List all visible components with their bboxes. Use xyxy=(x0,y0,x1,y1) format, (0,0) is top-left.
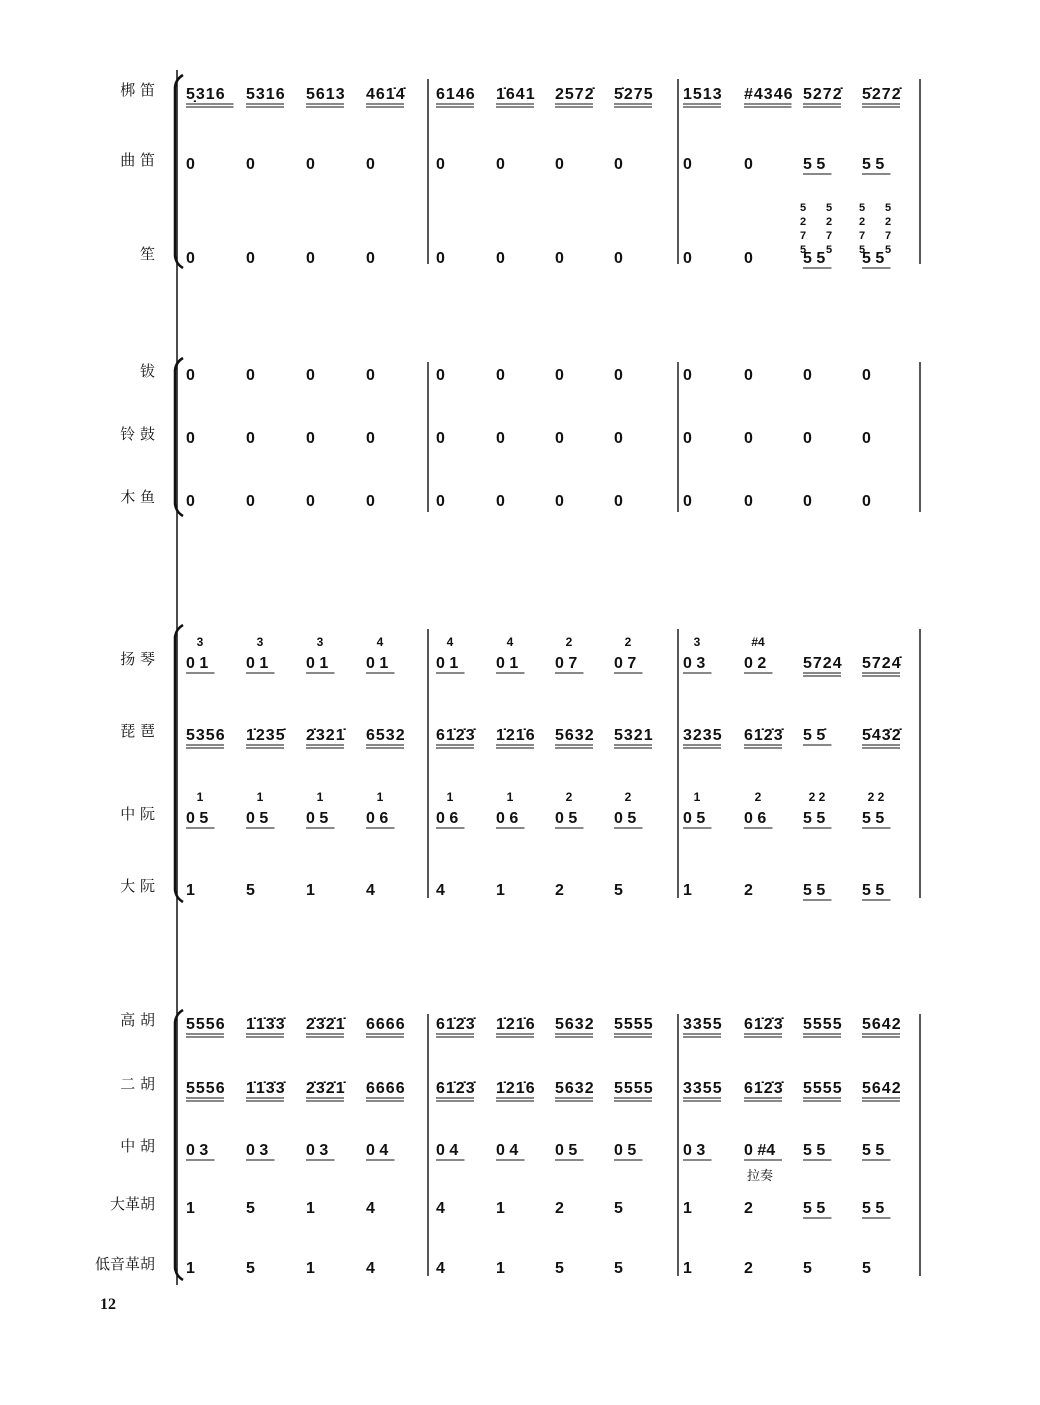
note-zhonghu: 0 4 xyxy=(436,1142,459,1159)
instrument-label-bo: 钹 xyxy=(139,362,155,380)
note-linggu: 0 xyxy=(306,430,315,447)
note-yangqin: 0 1 xyxy=(306,655,329,672)
chord-note-sheng: 5 xyxy=(858,202,866,214)
note-diyingehu: 4 xyxy=(366,1260,375,1277)
chord-note-sheng: 7 xyxy=(858,230,866,242)
chord-note-sheng: 2 xyxy=(799,216,807,228)
instrument-label-sheng: 笙 xyxy=(139,245,155,263)
note-gaohu: 61̇2̇3̇ xyxy=(744,1016,784,1033)
note-yangqin: 0 1 xyxy=(246,655,269,672)
note-muyu: 0 xyxy=(306,493,315,510)
note-dagehu: 4 xyxy=(436,1200,445,1217)
note-sheng: 0 xyxy=(744,250,753,267)
note-daruan: 5 5 xyxy=(862,882,885,899)
note-diyingehu: 5 xyxy=(555,1260,564,1277)
note-sheng: 5 5 xyxy=(803,250,826,267)
note-qudi: 0 xyxy=(186,156,195,173)
note-dagehu: 5 5 xyxy=(803,1200,826,1217)
note-linggu: 0 xyxy=(496,430,505,447)
page-number: 12 xyxy=(100,1296,116,1313)
note-zhonghu: 0 5 xyxy=(614,1142,637,1159)
group-bracket xyxy=(175,1010,183,1280)
note-qudi: 0 xyxy=(555,156,564,173)
upper-note-yangqin: 2 xyxy=(565,635,573,649)
note-pipa: 61̇2̇3̇ xyxy=(744,727,784,744)
note-daruan: 1 xyxy=(683,882,692,899)
note-daruan: 5 xyxy=(246,882,255,899)
note-zhongruan: 0 5 xyxy=(614,810,637,827)
note-linggu: 0 xyxy=(436,430,445,447)
instrument-label-pipa: 琵 琶 xyxy=(120,722,155,740)
upper-note-zhongruan: 1 xyxy=(316,790,324,804)
note-qudi: 5 5 xyxy=(803,156,826,173)
instrument-label-bangdi: 梆 笛 xyxy=(120,81,155,99)
note-yangqin: 5724 xyxy=(803,655,843,672)
upper-note-zhongruan: 1 xyxy=(693,790,701,804)
note-zhongruan: 0 6 xyxy=(436,810,459,827)
chord-note-sheng: 5 xyxy=(858,244,866,256)
note-daruan: 2 xyxy=(555,882,564,899)
note-daruan: 1 xyxy=(306,882,315,899)
note-pipa: 6532 xyxy=(366,727,406,744)
note-linggu: 0 xyxy=(614,430,623,447)
note-yangqin: 5724̇ xyxy=(862,655,902,672)
note-zhonghu: 0 4 xyxy=(496,1142,519,1159)
note-sheng: 0 xyxy=(614,250,623,267)
note-pipa: 5356 xyxy=(186,727,226,744)
note-zhonghu: 0 5 xyxy=(555,1142,578,1159)
upper-note-yangqin: 3 xyxy=(196,635,204,649)
note-zhongruan: 5 5 xyxy=(862,810,885,827)
note-erhu: 2̇3̇2̇1̇ xyxy=(306,1080,346,1097)
upper-note-zhongruan: 1 xyxy=(446,790,454,804)
note-diyingehu: 1 xyxy=(306,1260,315,1277)
note-sheng: 0 xyxy=(436,250,445,267)
note-pipa: 5632 xyxy=(555,727,595,744)
note-erhu: 5555 xyxy=(803,1080,843,1097)
note-muyu: 0 xyxy=(744,493,753,510)
upper-note-yangqin: 3 xyxy=(316,635,324,649)
note-dagehu: 1 xyxy=(186,1200,195,1217)
note-bo: 0 xyxy=(186,367,195,384)
note-daruan: 5 5 xyxy=(803,882,826,899)
note-dagehu: 1 xyxy=(306,1200,315,1217)
note-bo: 0 xyxy=(683,367,692,384)
chord-note-sheng: 5 xyxy=(825,202,833,214)
chord-note-sheng: 5 xyxy=(884,202,892,214)
note-linggu: 0 xyxy=(803,430,812,447)
upper-note-yangqin: 4 xyxy=(446,635,454,649)
note-diyingehu: 5 xyxy=(803,1260,812,1277)
upper-note-zhongruan: 2 xyxy=(624,790,632,804)
note-erhu: 61̇2̇3̇ xyxy=(744,1080,784,1097)
note-erhu: 1̇1̇3̇3̇ xyxy=(246,1080,286,1097)
group-bracket xyxy=(175,625,183,902)
note-yangqin: 0 2 xyxy=(744,655,767,672)
note-pipa: 5 5̇ xyxy=(803,727,826,744)
note-muyu: 0 xyxy=(862,493,871,510)
note-gaohu: 5556 xyxy=(186,1016,226,1033)
note-zhonghu: 0 4 xyxy=(366,1142,389,1159)
upper-note-zhongruan: 1 xyxy=(506,790,514,804)
note-erhu: 5642 xyxy=(862,1080,902,1097)
instrument-label-dagehu: 大革胡 xyxy=(109,1195,155,1213)
note-gaohu: 1̇1̇3̇3̇ xyxy=(246,1016,286,1033)
note-zhonghu: 0 3 xyxy=(683,1142,706,1159)
note-linggu: 0 xyxy=(744,430,753,447)
note-gaohu: 61̇2̇3̇ xyxy=(436,1016,476,1033)
note-bo: 0 xyxy=(246,367,255,384)
note-daruan: 2 xyxy=(744,882,753,899)
note-muyu: 0 xyxy=(246,493,255,510)
instrument-label-linggu: 铃 鼓 xyxy=(120,425,155,443)
note-diyingehu: 1 xyxy=(683,1260,692,1277)
note-zhongruan: 5 5 xyxy=(803,810,826,827)
note-sheng: 0 xyxy=(555,250,564,267)
chord-note-sheng: 2 xyxy=(825,216,833,228)
note-zhonghu: 0 3 xyxy=(306,1142,329,1159)
chord-note-sheng: 7 xyxy=(884,230,892,242)
note-muyu: 0 xyxy=(683,493,692,510)
note-sheng: 0 xyxy=(683,250,692,267)
note-yangqin: 0 1 xyxy=(436,655,459,672)
note-dagehu: 5 5 xyxy=(862,1200,885,1217)
note-muyu: 0 xyxy=(614,493,623,510)
note-linggu: 0 xyxy=(862,430,871,447)
note-bangdi: 5272̇ xyxy=(803,86,843,103)
note-qudi: 0 xyxy=(496,156,505,173)
note-zhongruan: 0 6 xyxy=(744,810,767,827)
note-daruan: 1 xyxy=(496,882,505,899)
note-bo: 0 xyxy=(496,367,505,384)
note-erhu: 5555 xyxy=(614,1080,654,1097)
instrument-label-daruan: 大 阮 xyxy=(120,877,155,895)
note-erhu: 1̇21̇6 xyxy=(496,1080,536,1097)
note-sheng: 0 xyxy=(186,250,195,267)
note-bo: 0 xyxy=(436,367,445,384)
note-qudi: 5 5 xyxy=(862,156,885,173)
note-bangdi: 5613 xyxy=(306,86,346,103)
note-zhonghu: 0 3 xyxy=(246,1142,269,1159)
note-sheng: 0 xyxy=(306,250,315,267)
chord-note-sheng: 5 xyxy=(825,244,833,256)
note-muyu: 0 xyxy=(555,493,564,510)
note-gaohu: 5555 xyxy=(614,1016,654,1033)
note-bangdi: 2572̇ xyxy=(555,86,595,103)
note-bangdi: 1513 xyxy=(683,86,723,103)
note-pipa: 61̇2̇3̇ xyxy=(436,727,476,744)
instrument-label-zhongruan: 中 阮 xyxy=(120,805,155,823)
note-pipa: 2̇321̇ xyxy=(306,727,346,744)
note-pipa: 3235 xyxy=(683,727,723,744)
note-gaohu: 2̇3̇2̇1̇ xyxy=(306,1016,346,1033)
note-yangqin: 0 1 xyxy=(496,655,519,672)
upper-note-yangqin: 2 xyxy=(624,635,632,649)
note-zhonghu: 0 3 xyxy=(186,1142,209,1159)
note-muyu: 0 xyxy=(186,493,195,510)
note-gaohu: 5642 xyxy=(862,1016,902,1033)
note-dagehu: 5 xyxy=(614,1200,623,1217)
note-diyingehu: 5 xyxy=(246,1260,255,1277)
chord-note-sheng: 2 xyxy=(884,216,892,228)
note-zhongruan: 0 5 xyxy=(683,810,706,827)
note-yangqin: 0 7 xyxy=(555,655,578,672)
note-muyu: 0 xyxy=(366,493,375,510)
note-erhu: 61̇2̇3̇ xyxy=(436,1080,476,1097)
note-erhu: 6666 xyxy=(366,1080,406,1097)
note-bangdi: 5̇275 xyxy=(614,86,654,103)
note-zhongruan: 0 5 xyxy=(186,810,209,827)
note-diyingehu: 1 xyxy=(496,1260,505,1277)
note-zhongruan: 0 5 xyxy=(555,810,578,827)
note-diyingehu: 4 xyxy=(436,1260,445,1277)
note-bo: 0 xyxy=(803,367,812,384)
note-pipa: 1̇235̇ xyxy=(246,727,286,744)
instrument-label-yangqin: 扬 琴 xyxy=(120,650,155,668)
note-qudi: 0 xyxy=(436,156,445,173)
instrument-label-gaohu: 高 胡 xyxy=(120,1011,155,1029)
note-daruan: 5 xyxy=(614,882,623,899)
note-zhongruan: 0 5 xyxy=(246,810,269,827)
note-bo: 0 xyxy=(306,367,315,384)
note-bangdi: 6146 xyxy=(436,86,476,103)
note-linggu: 0 xyxy=(555,430,564,447)
note-yangqin: 0 7 xyxy=(614,655,637,672)
note-zhongruan: 0 6 xyxy=(496,810,519,827)
note-dagehu: 2 xyxy=(744,1200,753,1217)
upper-note-zhongruan: 1 xyxy=(376,790,384,804)
note-dagehu: 2 xyxy=(555,1200,564,1217)
upper-note-yangqin: 4 xyxy=(376,635,384,649)
note-daruan: 1 xyxy=(186,882,195,899)
upper-note-yangqin: 3 xyxy=(693,635,701,649)
note-bo: 0 xyxy=(862,367,871,384)
group-bracket xyxy=(175,358,183,516)
note-bangdi: #4346 xyxy=(744,86,794,103)
note-diyingehu: 2 xyxy=(744,1260,753,1277)
chord-note-sheng: 5 xyxy=(799,202,807,214)
note-qudi: 0 xyxy=(744,156,753,173)
note-qudi: 0 xyxy=(614,156,623,173)
note-bo: 0 xyxy=(614,367,623,384)
note-linggu: 0 xyxy=(366,430,375,447)
note-qudi: 0 xyxy=(246,156,255,173)
note-gaohu: 5632 xyxy=(555,1016,595,1033)
note-linggu: 0 xyxy=(186,430,195,447)
note-bangdi: 5̣316 xyxy=(186,86,226,103)
note-muyu: 0 xyxy=(803,493,812,510)
annotation-zhonghu: 拉奏 xyxy=(746,1169,774,1184)
note-sheng: 5 5 xyxy=(862,250,885,267)
note-dagehu: 1 xyxy=(496,1200,505,1217)
note-gaohu: 5555 xyxy=(803,1016,843,1033)
instrument-label-qudi: 曲 笛 xyxy=(120,151,155,169)
upper-note-zhongruan: 2 xyxy=(754,790,762,804)
note-zhongruan: 0 5 xyxy=(306,810,329,827)
note-diyingehu: 5 xyxy=(614,1260,623,1277)
note-dagehu: 1 xyxy=(683,1200,692,1217)
note-sheng: 0 xyxy=(496,250,505,267)
note-bangdi: 5316 xyxy=(246,86,286,103)
note-zhonghu: 5 5 xyxy=(862,1142,885,1159)
note-bo: 0 xyxy=(744,367,753,384)
upper-note-zhongruan: 2 2 xyxy=(808,790,826,804)
note-sheng: 0 xyxy=(366,250,375,267)
note-bangdi: 461̇4̇ xyxy=(366,86,406,103)
note-qudi: 0 xyxy=(683,156,692,173)
instrument-label-erhu: 二 胡 xyxy=(120,1075,155,1093)
note-pipa: 1̇21̇6 xyxy=(496,727,536,744)
upper-note-yangqin: 4 xyxy=(506,635,514,649)
note-qudi: 0 xyxy=(366,156,375,173)
instrument-label-zhonghu: 中 胡 xyxy=(120,1137,155,1155)
note-erhu: 5556 xyxy=(186,1080,226,1097)
note-pipa: 5321 xyxy=(614,727,654,744)
upper-note-yangqin: #4 xyxy=(751,635,765,649)
note-erhu: 3355 xyxy=(683,1080,723,1097)
note-bo: 0 xyxy=(366,367,375,384)
note-bo: 0 xyxy=(555,367,564,384)
note-gaohu: 1̇21̇6 xyxy=(496,1016,536,1033)
upper-note-zhongruan: 2 xyxy=(565,790,573,804)
chord-note-sheng: 5 xyxy=(799,244,807,256)
note-muyu: 0 xyxy=(496,493,505,510)
note-linggu: 0 xyxy=(246,430,255,447)
note-dagehu: 5 xyxy=(246,1200,255,1217)
chord-note-sheng: 5 xyxy=(884,244,892,256)
chord-note-sheng: 7 xyxy=(799,230,807,242)
note-bangdi: 1̇641 xyxy=(496,86,536,103)
note-zhongruan: 0 6 xyxy=(366,810,389,827)
note-yangqin: 0 1 xyxy=(366,655,389,672)
note-qudi: 0 xyxy=(306,156,315,173)
note-daruan: 4 xyxy=(436,882,445,899)
note-diyingehu: 5 xyxy=(862,1260,871,1277)
instrument-label-diyingehu: 低音革胡 xyxy=(94,1255,155,1273)
note-zhonghu: 5 5 xyxy=(803,1142,826,1159)
upper-note-zhongruan: 1 xyxy=(256,790,264,804)
upper-note-zhongruan: 1 xyxy=(196,790,204,804)
instrument-label-muyu: 木 鱼 xyxy=(120,488,155,506)
note-linggu: 0 xyxy=(683,430,692,447)
upper-note-yangqin: 3 xyxy=(256,635,264,649)
note-yangqin: 0 3 xyxy=(683,655,706,672)
note-bangdi: 5̇272̇ xyxy=(862,86,902,103)
note-gaohu: 6666 xyxy=(366,1016,406,1033)
note-muyu: 0 xyxy=(436,493,445,510)
note-zhonghu: 0 #4 xyxy=(744,1142,776,1159)
upper-note-zhongruan: 2 2 xyxy=(867,790,885,804)
chord-note-sheng: 2 xyxy=(858,216,866,228)
note-yangqin: 0 1 xyxy=(186,655,209,672)
note-pipa: 5̇43̇2̇ xyxy=(862,727,902,744)
note-diyingehu: 1 xyxy=(186,1260,195,1277)
note-daruan: 4 xyxy=(366,882,375,899)
note-sheng: 0 xyxy=(246,250,255,267)
note-gaohu: 3355 xyxy=(683,1016,723,1033)
note-erhu: 5632 xyxy=(555,1080,595,1097)
note-dagehu: 4 xyxy=(366,1200,375,1217)
group-bracket xyxy=(175,75,183,268)
chord-note-sheng: 7 xyxy=(825,230,833,242)
